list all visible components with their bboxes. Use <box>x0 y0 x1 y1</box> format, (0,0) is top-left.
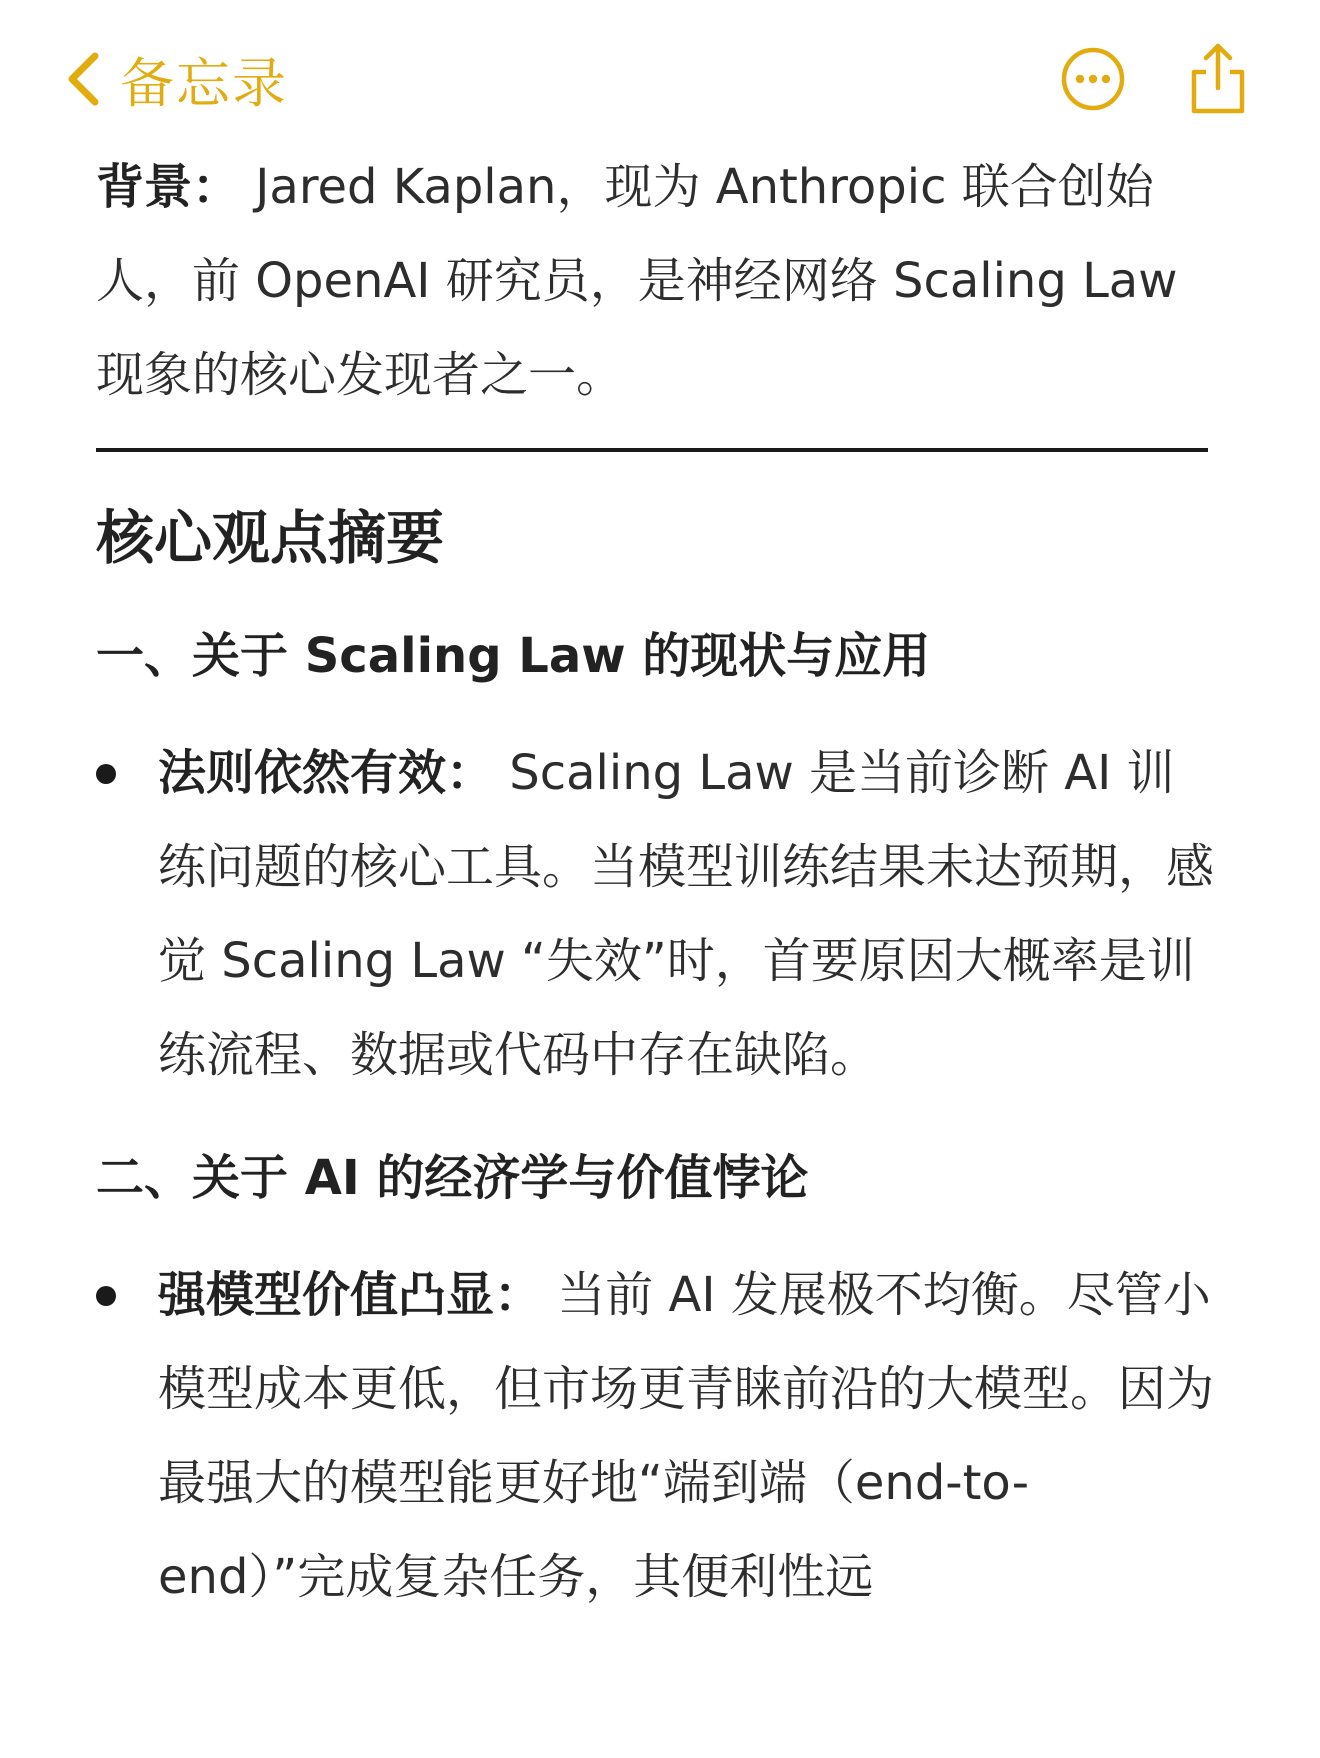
list-item <box>96 726 1216 1102</box>
navigation-bar <box>0 0 1320 150</box>
bullet-list-1 <box>96 726 1216 1102</box>
back-button[interactable] <box>66 44 288 114</box>
background-paragraph <box>96 140 1216 422</box>
section-heading-2: 二、关于 AI 的经济学与价值悖论 <box>96 1150 809 1206</box>
bullet-icon <box>96 764 116 784</box>
list-item-label: 强模型价值凸显： <box>158 1267 543 1323</box>
ellipsis-circle-icon <box>1060 46 1126 112</box>
note-content[interactable] <box>96 140 1216 1624</box>
back-button-label: 备忘录 <box>120 51 288 115</box>
background-text: Jared Kaplan，现为 Anthropic 联合创始人，前 OpenAI 研究员，是神经网络 Scaling Law现象的核心发现者之一。 <box>96 159 1178 403</box>
background-label: 背景： <box>96 159 241 215</box>
chevron-left-icon <box>66 51 100 107</box>
list-item-text: Scaling Law 是当前诊断 AI 训练问题的核心工具。当模型训练结果未达预期，感觉 Scaling Law “失效”时，首要原因大概率是训练流程、数据或代码中存在缺陷。 <box>158 745 1215 1083</box>
bullet-icon <box>96 1286 116 1306</box>
more-options-button[interactable] <box>1060 46 1126 112</box>
divider <box>96 448 1208 452</box>
list-item-text: 当前 AI 发展极不均衡。尽管小模型成本更低，但市场更青睐前沿的大模型。因为最强大的模型能更好地“端到端（end-to-end）”完成复杂任务，其便利性远 <box>158 1267 1215 1605</box>
list-item <box>96 1248 1216 1624</box>
share-icon <box>1188 40 1248 116</box>
section-heading-1: 一、关于 Scaling Law 的现状与应用 <box>96 628 931 684</box>
bullet-list-2 <box>96 1248 1216 1624</box>
summary-title: 核心观点摘要 <box>96 504 445 572</box>
share-button[interactable] <box>1188 40 1248 116</box>
list-item-label: 法则依然有效： <box>158 745 495 801</box>
